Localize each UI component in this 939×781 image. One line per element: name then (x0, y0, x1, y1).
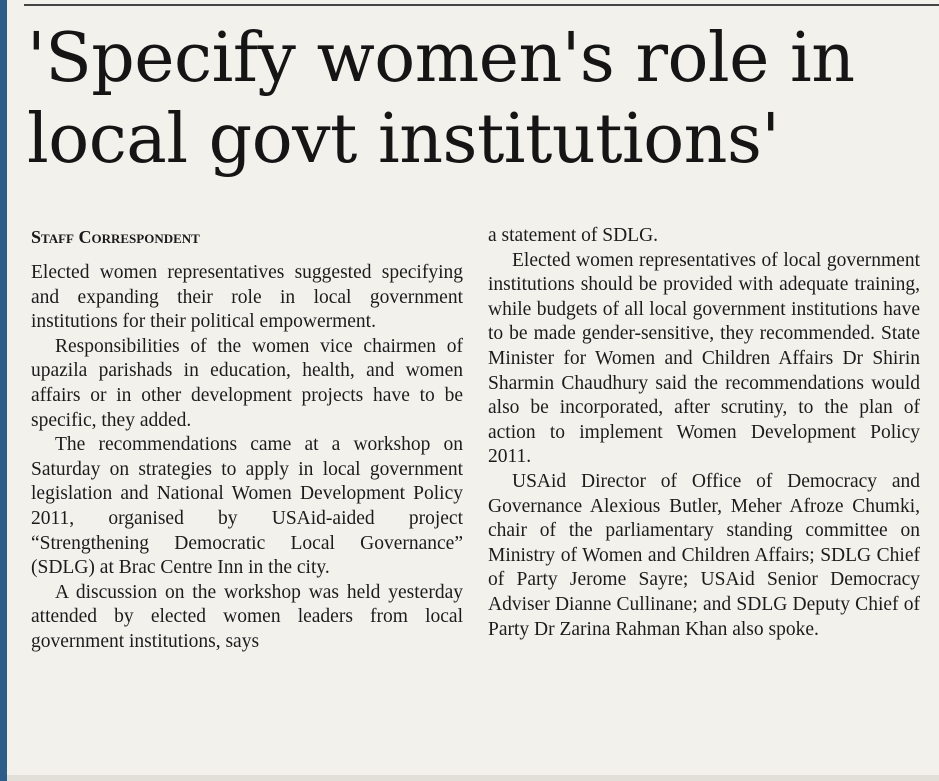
article-paragraph: Elected women representatives of local government institutions should be provided with adequate training, while budgets of all local government institutions have to be made gender-sensitive, they recommended. State Minister for Women and Children Affairs Dr Shirin Sharmin Chaudhury said the recommendations would also be incorporated, after scrutiny, to the plan of action to implement Women Development Policy 2011. (488, 249, 920, 468)
article-headline: 'Specify women's role in local govt institutions' (27, 19, 855, 179)
page-edge-bar (0, 0, 7, 781)
article-paragraph: A discussion on the workshop was held yesterday attended by elected women leaders from local government institutions, says (31, 581, 463, 652)
article-paragraph: a statement of SDLG. (488, 225, 659, 246)
article-paragraph: USAid Director of Office of Democracy and Governance Alexious Butler, Meher Afroze Chumki, chair of the parliamentary standing committee on Ministry of Women and Children Affairs; SDLG Chief of Party Jerome Sayre; USAid Senior Democracy Adviser Dianne Cullinane; and SDLG Deputy Chief of Party Dr Zarina Rahman Khan also spoke. (488, 470, 920, 640)
bottom-strip (7, 775, 939, 781)
top-rule (24, 4, 939, 6)
article-byline: Staff Correspondent (31, 227, 200, 247)
article-paragraph: Elected women representatives suggested specifying and expanding their role in local government institutions for their political empowerment. (31, 262, 463, 333)
article-column-right (488, 224, 920, 642)
article-column-left (31, 261, 463, 655)
article-paragraph: The recommendations came at a workshop on Saturday on strategies to apply in local government legislation and National Women Development Policy 2011, organised by USAid-aided project “Strengthening Democratic Local Governance” (SDLG) at Brac Centre Inn in the city. (31, 434, 463, 579)
article-paragraph: Responsibilities of the women vice chairmen of upazila parishads in education, health, and women affairs or in other development projects have to be specific, they added. (31, 335, 463, 431)
